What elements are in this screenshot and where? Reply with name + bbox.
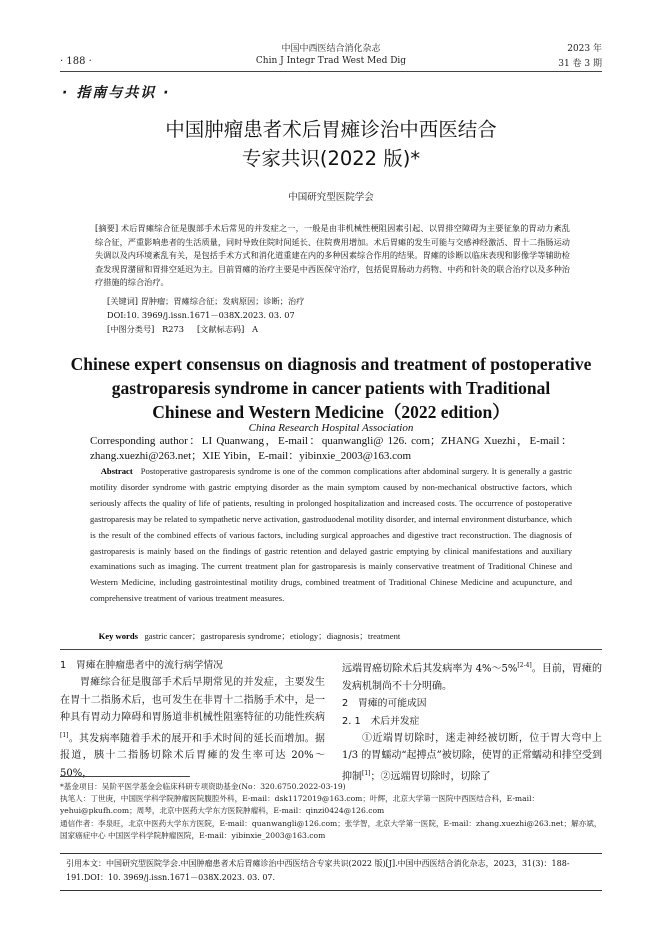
citation-text: 引用本文：中国研究型医院学会.中国肿瘤患者术后胃瘫诊治中西医结合专家共识(2022 版)[J].中国中西医结合消化杂志，2023，31(3)：188-191.DOI：10. 3969/j.issn.1671－038X.2023. 03. 07. (66, 859, 570, 882)
abstract-cn-label: [摘要] (95, 223, 119, 233)
page-number: · 188 · (60, 56, 92, 67)
abstract-en-label: Abstract (100, 466, 133, 476)
footnotes (60, 781, 606, 842)
keywords-cn (107, 295, 304, 308)
journal-volume-issue: 31 卷 3 期 (558, 59, 602, 69)
title-en-line1: Chinese expert consensus on diagnosis and treatment of postoperative (70, 354, 592, 374)
title-en-line2: gastroparesis syndrome in cancer patients with Traditional (111, 378, 551, 398)
doi (107, 309, 295, 322)
institution-en: China Research Hospital Association (248, 422, 414, 434)
doi-label: DOI: (107, 310, 127, 320)
journal-name-cn: 中国中西医结合消化杂志 (281, 44, 381, 54)
header-rule (60, 71, 602, 72)
abstract-end-rule (60, 649, 602, 650)
clc-value: R273 (162, 324, 184, 334)
section-heading-2-1: 2. 1 术后并发症 (342, 715, 420, 727)
journal-name-en: Chin J Integr Trad West Med Dig (255, 56, 407, 66)
paragraph: 胃瘫综合征是腹部手术后早期常见的并发症，主要发生在胃十二指肠术后，也可发生在非胃十二指肠手术中，是一种具有胃动力障碍和胃肠道非机械性阻塞特征的功能性疾病[1]。其发病率随着手术的展开和手术时间的延长而增加。据报道，胰十二指肠切除术后胃瘫的发生率可达 20%～50%， (60, 677, 325, 779)
writers-note: 执笔人：丁世庚，中国医学科学院肿瘤医院腹腔外科，E-mail：dsk1172019@163.com；叶辉，北京大学第一医院中西医结合科，E-mail：yehui@pkufh.com；周琴，北京中医药大学东方医院肿瘤科，E-mail：qinzi0424@126.com (60, 794, 540, 816)
journal-year: 2023 年 (567, 44, 602, 54)
correspondence-note: 通信作者：李泉旺，北京中医药大学东方医院，E-mail：quanwangli@126.com；张学智，北京大学第一医院，E-mail：zhang.xuezhi@263.net；解亦斌，国家癌症中心 中国医学科学院肿瘤医院，E-mail：yibinxie_2003@163.com (60, 818, 602, 840)
section-heading-2: 2 胃瘫的可能成因 (342, 698, 427, 710)
paragraph: ①近端胃切除时，迷走神经被切断，位于胃大弯中上 1/3 的胃蠕动“起搏点”被切除，使胃的正常蠕动和排空受到抑制[1]；②远端胃切除时，切除了 (342, 732, 602, 783)
body-right-column (342, 657, 602, 786)
keywords-cn-label: [关键词] (107, 296, 138, 306)
abstract-cn (95, 222, 570, 290)
section-heading-1: 1 胃瘫在肿瘤患者中的流行病学情况 (60, 660, 223, 671)
citation-box (60, 853, 602, 891)
doc-code-label: [文献标志码] (196, 324, 245, 334)
reference-marker: [1] (60, 731, 69, 739)
clc-label: [中图分类号] (107, 324, 155, 334)
doi-text: 10. 3969/j.issn.1671－038X.2023. 03. 07 (126, 310, 295, 320)
classification (107, 323, 258, 336)
keywords-en (90, 629, 572, 645)
keywords-en-text: gastric cancer；gastroparesis syndrome；etiology；diagnosis；treatment (144, 631, 401, 641)
keywords-cn-text: 胃肿瘤；胃瘫综合征；发病原因；诊断；治疗 (140, 296, 305, 306)
title-cn-line2: 专家共识(2022 版)* (241, 147, 421, 170)
paragraph: 远端胃癌切除术后其发病率为 4%～5%[2-4]。目前，胃瘫的发病机制尚不十分明确。 (342, 662, 602, 692)
abstract-en-text: Postoperative gastroparesis syndrome is one of the common complications after abdominal surgery. It is generally a gastric motility disorder syndrome with gastric emptying disorder as the main symptom caused by non-mechanical obstructive factors, which seriously affects the quality of life of patients, resulting in prolonged hospitalization and increased costs. The occurrence of postoperative gastroparesis may be related to sympathetic nerve activation, gastroduodenal motility disorder, and internal environment disturbance, which is the result of the combined effects of various factors, including surgical approaches and digestive tract reconstruction. The diagnosis of gastroparesis is mainly based on the findings of gastric retention and delayed gastric emptying by clinical manifestations and auxiliary examinations such as imaging. The current treatment plan for gastroparesis is mainly conservative treatment of Traditional Chinese and Western Medicine, including gastrointestinal motility drugs, combined treatment of Traditional Chinese Medicine and acupuncture, and comprehensive treatment of various treatment measures. (90, 466, 573, 604)
title-cn-line1: 中国肿瘤患者术后胃瘫诊治中西医结合 (165, 118, 497, 141)
corresponding-author-en: Corresponding author：LI Quanwang，E-mail：quanwangli@ 126. com；ZHANG Xuezhi，E-mail：zhang.xuezhi@263.net；XIE Yibin，E-mail：yibinxie_2003@163.com (90, 435, 572, 462)
abstract-cn-text: 术后胃瘫综合征是腹部手术后常见的并发症之一，一般是由非机械性梗阻因素引起、以胃排空障碍为主要征象的胃动力紊乱综合征，严重影响患者的生活质量，同时导致住院时间延长、住院费用增加。术后胃瘫的发生可能与交感神经激活、胃十二指肠运动失调以及内环境紊乱有关，是包括手术方式和消化道重建在内的多种因素综合作用的结果。胃瘫的诊断以临床表现和影像学等辅助检查发现胃潴留和胃排空延迟为主。目前胃瘫的治疗主要是中西医保守治疗，包括促胃肠动力药物、中药和针灸的联合治疗以及多种治疗措施的综合治疗。 (95, 223, 570, 288)
reference-marker: [1] (362, 769, 371, 777)
organization-cn: 中国研究型医院学会 (288, 192, 374, 203)
footnote-rule (60, 776, 190, 777)
abstract-en (90, 464, 572, 607)
fund-note: *基金项目：吴阶平医学基金会临床科研专项资助基金(No：320.6750.2022-03-19) (60, 782, 346, 791)
keywords-en-label: Key words (98, 631, 138, 641)
title-en-line3: Chinese and Western Medicine（2022 edition） (152, 402, 510, 422)
doc-code-value: A (252, 324, 259, 334)
section-tag: · 指南与共识 · (62, 85, 171, 101)
reference-marker: [2-4] (517, 662, 532, 669)
body-left-column (60, 657, 325, 782)
